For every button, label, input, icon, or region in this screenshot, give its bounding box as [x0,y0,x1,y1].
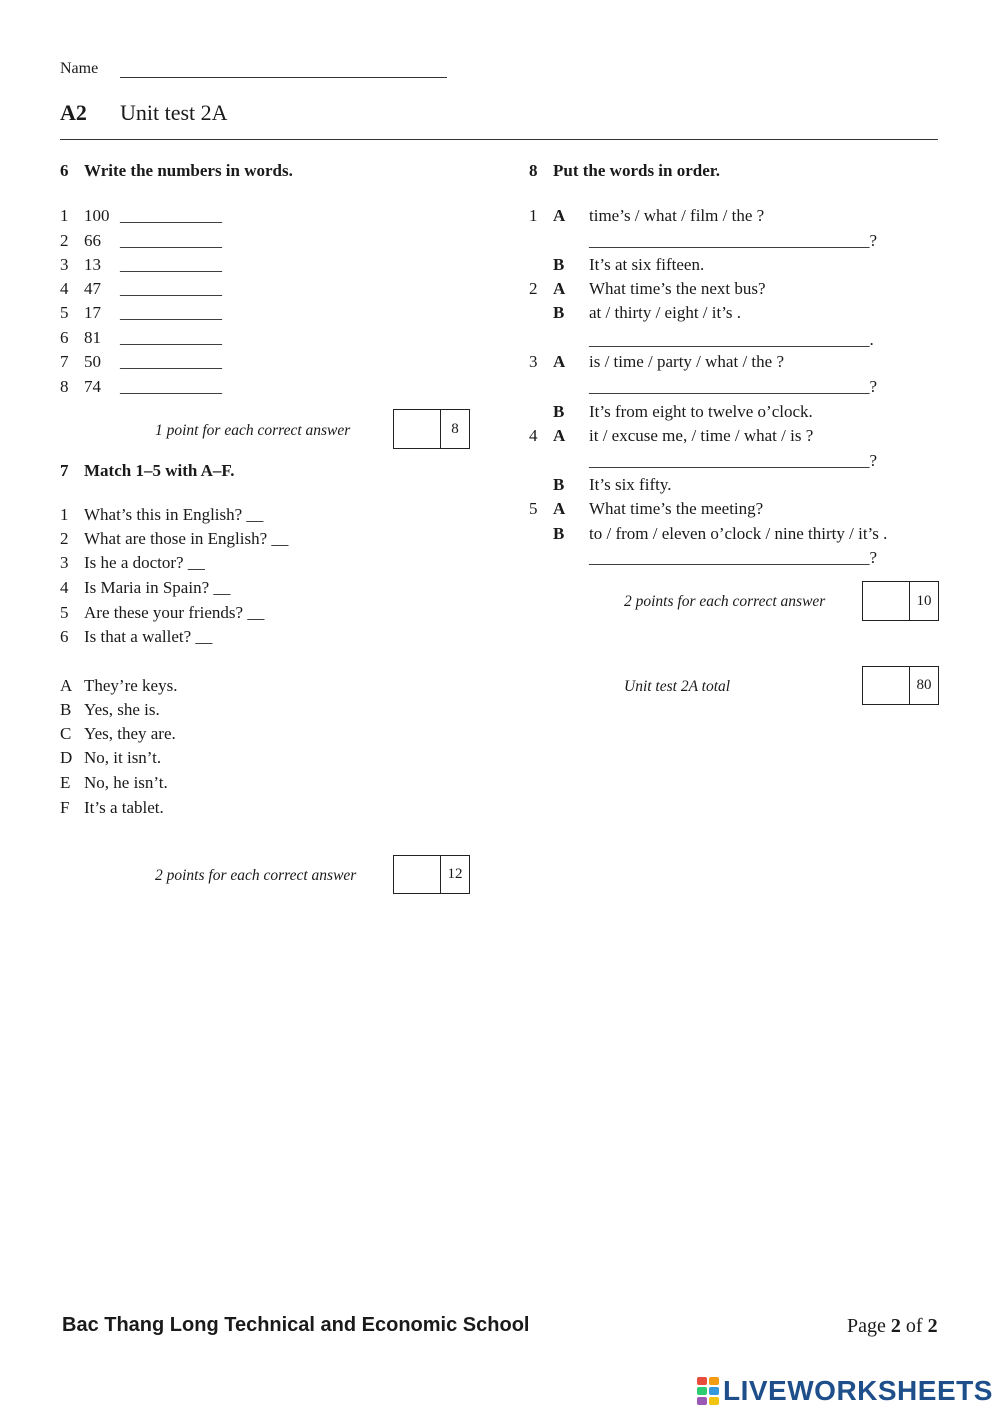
liveworksheets-logo-icon [697,1377,719,1405]
speaker-a-text: time’s / what / film / the ? [589,206,765,225]
question-text[interactable]: Is he a doctor? __ [84,553,205,572]
section8-answer-blank[interactable]: _________________________________? [589,231,878,250]
section8-heading: Put the words in order. [553,161,721,180]
section6-item-number: 8 [60,377,69,396]
section8-number: 8 [529,161,538,180]
section6-item-number: 2 [60,231,69,250]
speaker-b-label: B [553,255,565,274]
page-prefix: Page [847,1315,891,1337]
speaker-a-text: it / excuse me, / time / what / is ? [589,426,814,445]
question-text[interactable]: What are those in English? __ [84,529,289,548]
section6-item-value: 74 [84,377,101,396]
page-title: Unit test 2A [120,100,228,125]
answer-letter: B [60,700,72,719]
page-indicator [847,1315,938,1338]
answer-letter: D [60,748,73,767]
section6-item-value: 66 [84,231,101,250]
section8-item-number: 2 [529,279,538,298]
section8-answer-blank[interactable]: _________________________________? [589,451,878,470]
question-number: 4 [60,578,69,597]
section6-number: 6 [60,161,69,180]
answer-letter: E [60,773,71,792]
section6-item-number: 3 [60,255,69,274]
section6-item-value: 17 [84,303,101,322]
question-number: 5 [60,603,69,622]
section6-score-total: 8 [451,420,459,437]
section6-item-number: 7 [60,352,69,371]
speaker-a-text: is / time / party / what / the ? [589,352,784,371]
speaker-b-text: It’s at six fifteen. [589,255,705,274]
section6-answer-blank[interactable]: ____________ [120,328,222,347]
section6-points-text: 1 point for each correct answer [155,422,351,439]
page-total: 2 [927,1315,938,1337]
section8-points-text: 2 points for each correct answer [624,593,826,610]
section7-number: 7 [60,461,69,480]
section8-answer-blank[interactable]: _________________________________? [589,548,878,567]
answer-text: No, it isn’t. [84,748,162,767]
section6-item-value: 100 [84,206,110,225]
section6-item-number: 6 [60,328,69,347]
total-score-input[interactable] [863,667,909,704]
speaker-b-text: It’s six fifty. [589,475,672,494]
speaker-a-text: What time’s the next bus? [589,279,766,298]
answer-text: They’re keys. [84,676,178,695]
section6-answer-blank[interactable]: ____________ [120,255,222,274]
section8-score-box [862,581,939,621]
section6-item-value: 13 [84,255,101,274]
total-label: Unit test 2A total [624,678,731,695]
section7-score-box [393,855,470,894]
question-text[interactable]: Is that a wallet? __ [84,627,213,646]
section6-answer-blank[interactable]: ____________ [120,231,222,250]
speaker-b-text: It’s from eight to twelve o’clock. [589,402,813,421]
speaker-b-label: B [553,475,565,494]
speaker-b-label: B [553,303,565,322]
section7-score-input[interactable] [394,856,440,893]
total-score-box [862,666,939,705]
section6-item-value: 81 [84,328,101,347]
speaker-a-text: What time’s the meeting? [589,499,764,518]
answer-text: Yes, they are. [84,724,176,743]
question-number: 6 [60,627,69,646]
section8-score-input[interactable] [863,582,909,620]
section6-answer-blank[interactable]: ____________ [120,303,222,322]
speaker-a-label: A [553,499,566,518]
answer-text: No, he isn’t. [84,773,168,792]
section8-item-number: 4 [529,426,538,445]
question-text[interactable]: Are these your friends? __ [84,603,265,622]
answer-letter: C [60,724,72,743]
section8-score-total: 10 [916,592,932,609]
liveworksheets-logo[interactable] [697,1375,993,1407]
school-name: Bac Thang Long Technical and Economic School [62,1314,530,1336]
section6-item-number: 5 [60,303,69,322]
section7-heading: Match 1–5 with A–F. [84,461,235,480]
section8-item-number: 5 [529,499,538,518]
answer-text: Yes, she is. [84,700,160,719]
answer-letter: A [60,676,73,695]
speaker-a-label: A [553,352,566,371]
question-number: 2 [60,529,69,548]
section7-points-text: 2 points for each correct answer [155,867,357,884]
question-text[interactable]: What’s this in English? __ [84,505,264,524]
question-number: 3 [60,553,69,572]
name-input-line[interactable] [120,77,447,78]
section8-answer-blank[interactable]: _________________________________. [589,330,874,349]
section8-answer-blank[interactable]: _________________________________? [589,377,878,396]
speaker-b-label: B [553,524,565,543]
section6-score-box [393,409,470,449]
section6-heading: Write the numbers in words. [84,161,293,180]
section6-answer-blank[interactable]: ____________ [120,377,222,396]
section8-item-number: 3 [529,352,538,371]
section6-item-value: 47 [84,279,101,298]
section6-score-input[interactable] [394,410,440,448]
section8-item-number: 1 [529,206,538,225]
speaker-a-label: A [553,426,566,445]
level-label: A2 [60,100,87,125]
section6-item-number: 4 [60,279,69,298]
header-divider [60,139,938,140]
speaker-b-text: to / from / eleven o’clock / nine thirty / it’s . [589,524,888,543]
speaker-a-label: A [553,279,566,298]
section7-score-total: 12 [447,866,463,882]
speaker-b-label: B [553,402,565,421]
answer-letter: F [60,798,70,817]
speaker-a-label: A [553,206,566,225]
section6-answer-blank[interactable]: ____________ [120,352,222,371]
question-text[interactable]: Is Maria in Spain? __ [84,578,231,597]
name-label: Name [60,60,99,77]
page-current: 2 [890,1315,901,1337]
question-number: 1 [60,505,69,524]
total-score-value: 80 [916,677,932,693]
page-of: of [900,1315,928,1337]
section6-item-value: 50 [84,352,101,371]
speaker-b-text: at / thirty / eight / it’s . [589,303,742,322]
section6-answer-blank[interactable]: ____________ [120,206,222,225]
section6-answer-blank[interactable]: ____________ [120,279,222,298]
section6-item-number: 1 [60,206,69,225]
answer-text: It’s a tablet. [84,798,164,817]
liveworksheets-logo-text: LIVEWORKSHEETS [723,1375,993,1406]
